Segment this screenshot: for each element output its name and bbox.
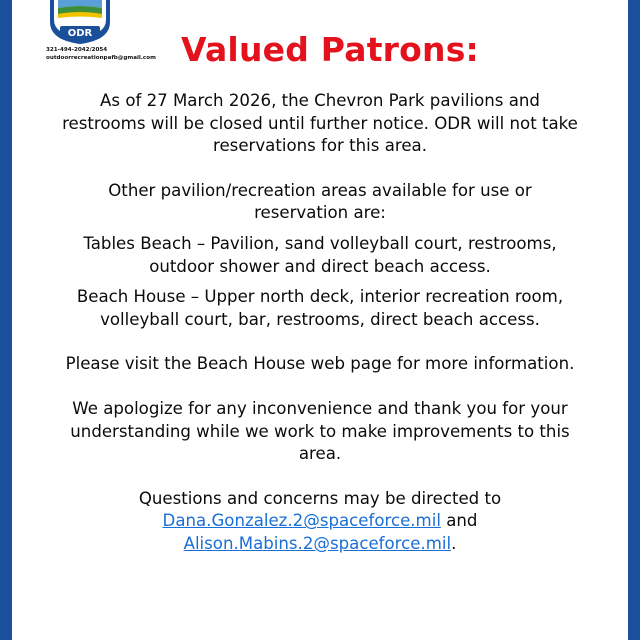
email-link-dana[interactable]: Dana.Gonzalez.2@spaceforce.mil bbox=[162, 511, 441, 531]
web-page-paragraph: Please visit the Beach House web page for more information. bbox=[65, 354, 575, 374]
questions-text: Questions and concerns may be directed to bbox=[138, 488, 502, 508]
and-text: and bbox=[446, 511, 478, 531]
tables-beach-item: Tables Beach – Pavilion, sand volleyball court, restrooms, outdoor shower and direct beach access. bbox=[83, 233, 557, 276]
email-link-alison[interactable]: Alison.Mabins.2@spaceforce.mil bbox=[183, 533, 452, 553]
questions-paragraph bbox=[60, 488, 580, 556]
phone-number: 321-494-2042/2054 bbox=[46, 47, 108, 53]
apology-paragraph: We apologize for any inconvenience and thank you for your understanding while we work to make improvements to this area. bbox=[70, 398, 570, 464]
contact-email: outdoorrecreationpafb@gmail.com bbox=[46, 55, 156, 61]
notice-body bbox=[60, 90, 580, 556]
notice-title: Valued Patrons: bbox=[181, 30, 479, 69]
beach-house-item: Beach House – Upper north deck, interior recreation room, volleyball court, bar, restrooms, direct beach access. bbox=[76, 287, 564, 329]
closure-paragraph: As of 27 March 2026, the Chevron Park pavilions and restrooms will be closed until further notice. ODR will not take reservations for this area. bbox=[62, 91, 578, 156]
period-text: . bbox=[451, 533, 457, 553]
alternatives-intro: Other pavilion/recreation areas available for use or reservation are: bbox=[108, 180, 532, 223]
logo-text: ODR bbox=[67, 28, 93, 39]
left-border bbox=[0, 0, 12, 640]
right-border bbox=[628, 0, 640, 640]
